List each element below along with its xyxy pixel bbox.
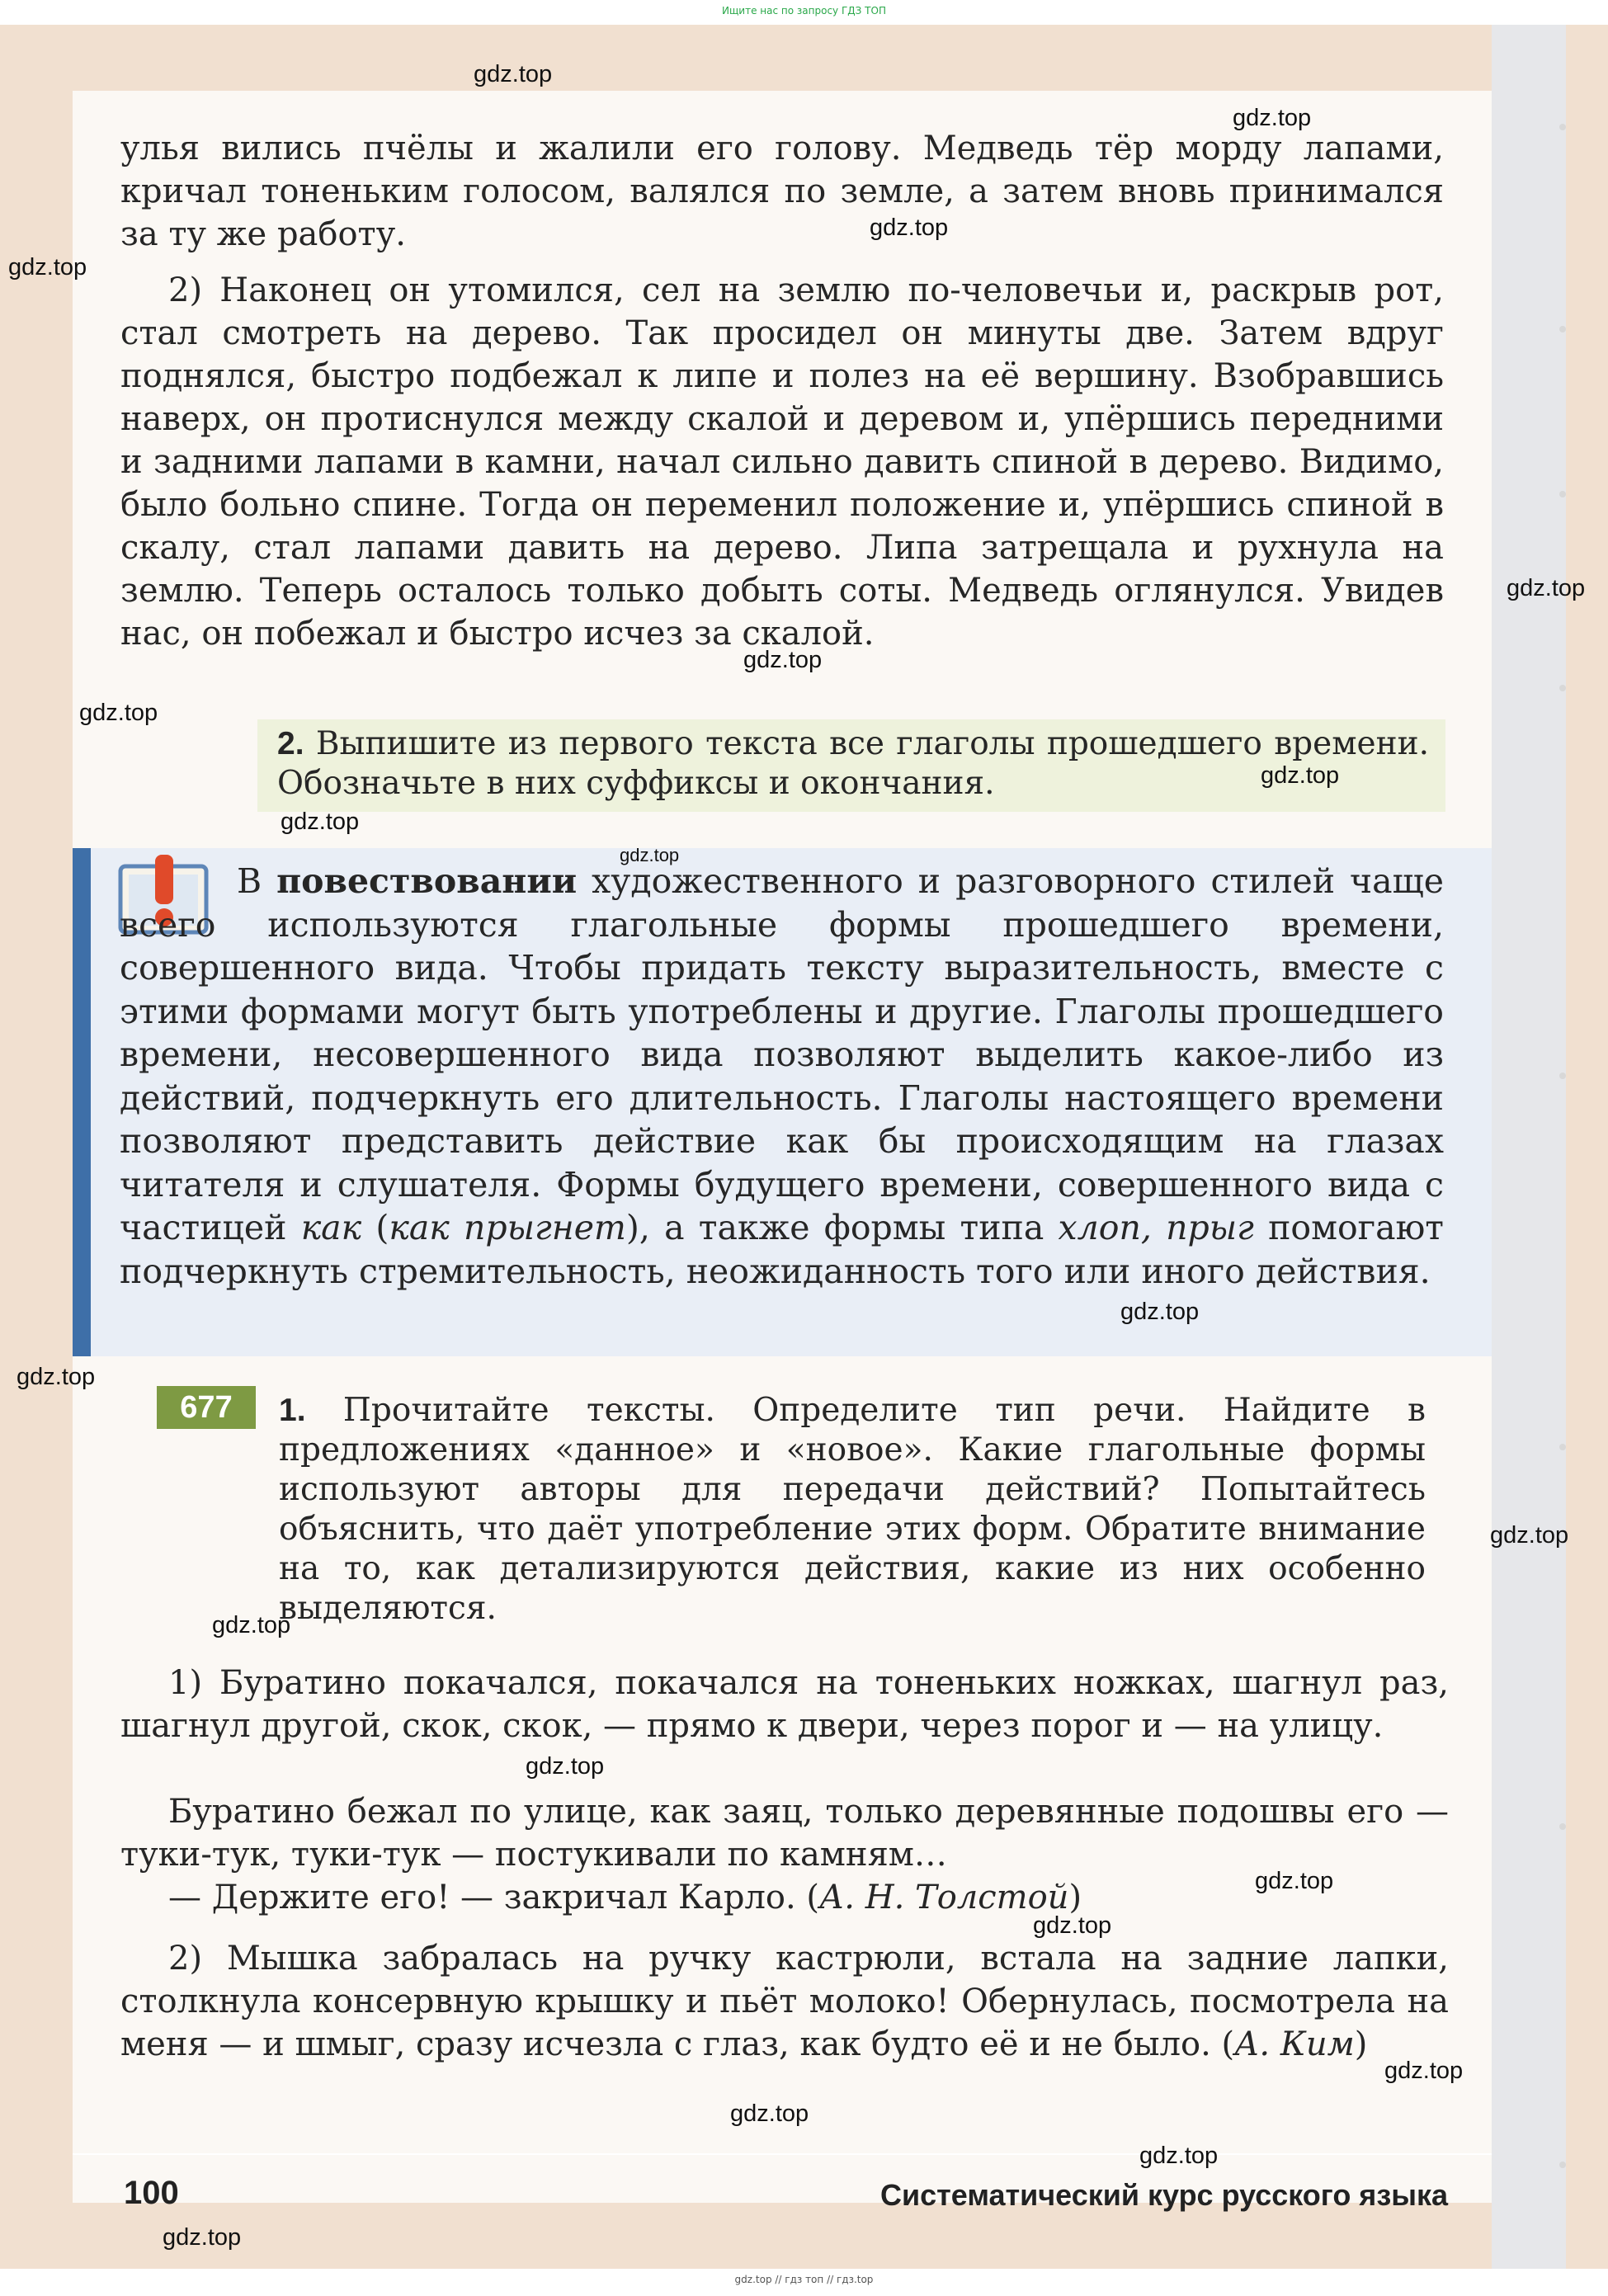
rule-part-2: ( [361, 1208, 389, 1247]
text-1-line-c [120, 1876, 1449, 1919]
edge-dot [1559, 124, 1566, 130]
watermark: gdz.top [1255, 1868, 1334, 1894]
task-2-text-block [257, 719, 1445, 804]
watermark: gdz.top [1261, 762, 1340, 789]
watermark: gdz.top [620, 845, 680, 865]
exercise-677-task [279, 1391, 1426, 1629]
watermark: gdz.top [8, 254, 87, 281]
rule-keyword: повествовании [276, 861, 578, 901]
watermark: gdz.top [1490, 1522, 1569, 1549]
edge-dot [1559, 2162, 1566, 2168]
exercise-677-task-number: 1. [279, 1393, 306, 1428]
text-1-line-c-end: ) [1068, 1879, 1082, 1916]
rule-italic-1: как [300, 1208, 362, 1247]
text-1-author: А. Н. Толстой [818, 1879, 1069, 1916]
watermark: gdz.top [79, 700, 158, 726]
exercise-number-badge: 677 [157, 1386, 256, 1429]
rule-accent-bar [73, 848, 91, 1356]
watermark: gdz.top [163, 2224, 242, 2251]
watermark: gdz.top [1507, 575, 1586, 601]
page-edge-strip [1490, 25, 1569, 2269]
paragraph-2: 2) Наконец он утомился, сел на землю по-человечьи и, раскрыв рот, стал смотреть на дерево. Так просидел он минуты две. Затем вдруг поднялся, быстро подбежал к липе и полез на её вершину. Взобравшись наверх, он протиснулся между скалой и деревом и, упёршись передними и задними лапами в камни, начал сильно давить спиной в дерево. Видимо, было больно спине. Тогда он переменил положение и, упёршись спиной в скалу, стал лапами давить на дерево. Липа затрещала и рухнула на землю. Теперь осталось только добыть соты. Медведь оглянулся. Увидев нас, он побежал и быстро исчез за скалой. [120, 271, 1444, 653]
edge-dot [1559, 491, 1566, 497]
exercise-677-task-text: Прочитайте тексты. Определите тип речи. Найдите в предложениях «данное» и «новое». Какие глагольные формы используют авторы для передачи действий? Попытайтесь объяснить, что даёт употребление этих форм. Обратите внимание на то, как детализируются действия, какие из них особенно выделяются. [279, 1392, 1426, 1627]
edge-dot [1559, 1823, 1566, 1830]
edge-dot [1559, 326, 1566, 332]
footer-note: gdz.top // гдз топ // гдз.top [734, 2274, 874, 2285]
watermark: gdz.top [743, 647, 823, 673]
text-2-author: А. Ким [1234, 2025, 1355, 2063]
text-2 [120, 1937, 1449, 2066]
task-2-text: Выпишите из первого текста все глаголы прошедшего времени. Обозначьте в них суффиксы и окончания. [277, 725, 1429, 802]
header-note: Ищите нас по запросу ГДЗ ТОП [722, 5, 886, 17]
rule-part-3: ), а также формы типа [625, 1208, 1059, 1247]
task-2-number: 2. [277, 726, 304, 761]
watermark: gdz.top [281, 809, 360, 835]
text-1-line-a: 1) Буратино покачался, покачался на тоненьких ножках, шагнул раз, шагнул другой, скок, скок, — прямо к двери, через порог и — на улицу. [120, 1664, 1449, 1745]
rule-prefix: В [237, 861, 277, 901]
rule-italic-2: как прыгнет [389, 1208, 626, 1247]
rule-italic-3: хлоп, прыг [1058, 1208, 1254, 1247]
watermark: gdz.top [474, 61, 553, 87]
watermark: gdz.top [1384, 2058, 1464, 2084]
rule-part-4: помогают подчеркнуть стремительность, неожиданность того или иного действия. [120, 1208, 1444, 1291]
watermark: gdz.top [1139, 2143, 1219, 2169]
text-1-line-c-body: — Держите его! — закричал Карло. ( [168, 1879, 819, 1916]
rule-text [120, 860, 1444, 1293]
watermark: gdz.top [212, 1612, 291, 1638]
text-2-end: ) [1354, 2025, 1368, 2063]
text-1-line-b: Буратино бежал по улице, как заяц, только деревянные подошвы его — туки-тук, туки-тук — постукивали по камням… [120, 1793, 1449, 1874]
watermark: gdz.top [1233, 105, 1312, 131]
watermark: gdz.top [730, 2100, 809, 2127]
continuation-paragraph: улья вились пчёлы и жалили его голову. Медведь тёр морду лапами, кричал тоненьким голосом, валялся по земле, а затем вновь принимался за ту же работу. [120, 130, 1444, 253]
edge-dot [1559, 1444, 1566, 1450]
page-number: 100 [124, 2175, 179, 2211]
edge-dot [1559, 1073, 1566, 1079]
watermark: gdz.top [1033, 1912, 1112, 1939]
rule-part-1: художественного и разговорного стилей чаще всего используются глагольные формы прошедшего времени, совершенного вида. Чтобы придать тексту выразительность, вместе с этими формами могут быть употреблены и другие. Глаголы прошедшего времени, несовершенного вида позволяют выделить какое-либо из действий, подчеркнуть его длительность. Глаголы настоящего времени позволяют представить действие как бы происходящим на глазах читателя и слушателя. Формы будущего времени, совершенного вида с частицей [120, 861, 1444, 1247]
footer-divider [73, 2153, 1492, 2155]
book-title: Систематический курс русского языка [879, 2178, 1448, 2212]
watermark: gdz.top [17, 1364, 96, 1390]
watermark: gdz.top [526, 1753, 605, 1780]
watermark: gdz.top [1120, 1299, 1200, 1325]
edge-dot [1559, 685, 1566, 691]
text-2-body: 2) Мышка забралась на ручку кастрюли, встала на задние лапки, столкнула консервную крышку и пьёт молоко! Обернулась, посмотрела на меня — и шмыг, сразу исчезла с глаз, как будто её и не было. ( [120, 1940, 1449, 2063]
watermark: gdz.top [870, 215, 949, 241]
